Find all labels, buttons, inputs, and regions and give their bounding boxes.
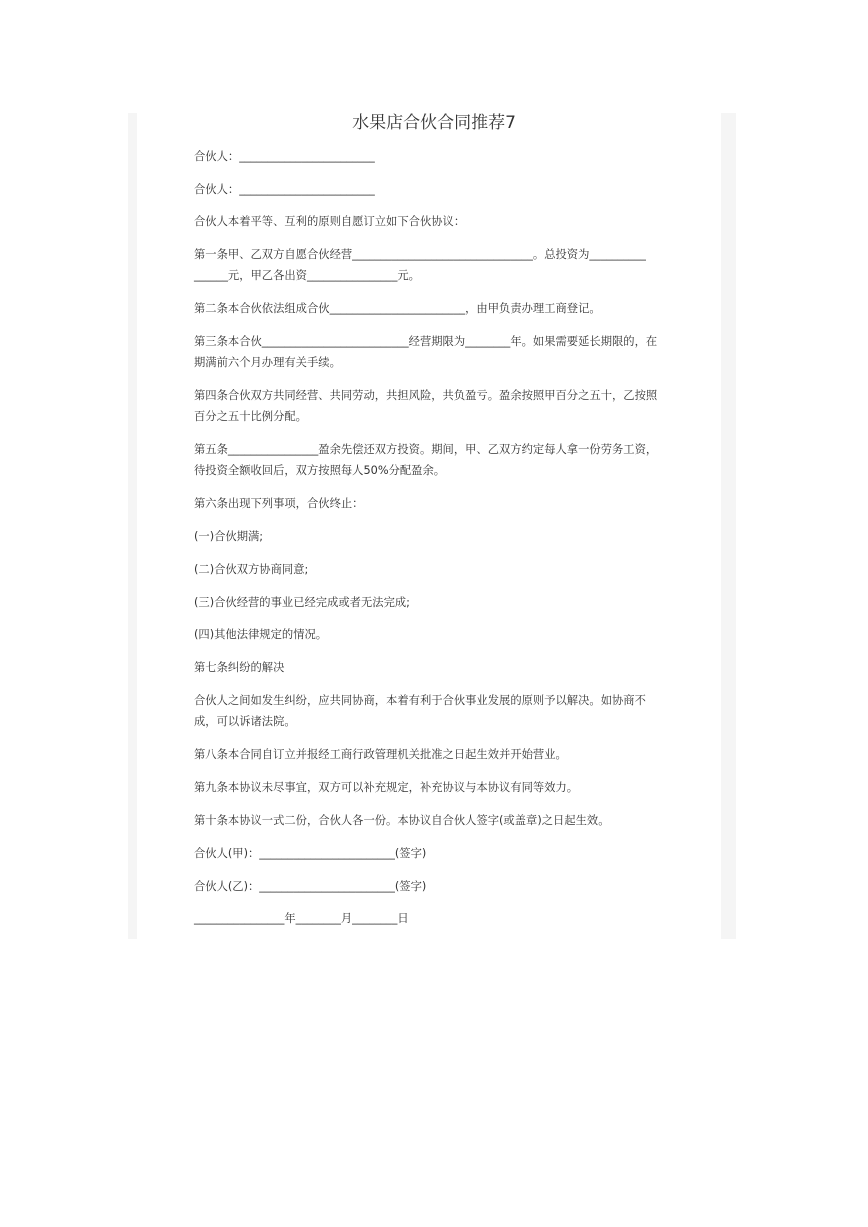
clause-2: 第二条本合伙依法组成合伙________________________，由甲负责办理工商登记。 <box>194 302 601 315</box>
signature-date: ________________年________月________日 <box>194 912 409 925</box>
page-title: 水果店合伙合同推荐7 <box>352 113 516 133</box>
clause-9: 第九条本协议未尽事宜，双方可以补充规定，补充协议与本协议有同等效力。 <box>194 781 579 794</box>
clause-6-item-4: (四)其他法律规定的情况。 <box>194 628 328 641</box>
clause-6: 第六条出现下列事项，合伙终止： <box>194 497 364 510</box>
clause-6-item-2: (二)合伙双方协商同意; <box>194 563 309 576</box>
intro-paragraph: 合伙人本着平等、互利的原则自愿订立如下合伙协议： <box>194 215 466 228</box>
partner-line-1: 合伙人：________________________ <box>194 150 375 163</box>
clause-6-item-3: (三)合伙经营的事业已经完成或者无法完成; <box>194 596 410 609</box>
clause-4: 第四条合伙双方共同经营、共同劳动，共担风险，共负盈亏。盈余按照甲百分之五十，乙按照百分之五十比例分配。 <box>194 389 658 423</box>
signature-partner-a: 合伙人(甲)：________________________(签字) <box>194 847 427 860</box>
clause-3: 第三条本合伙__________________________经营期限为________年。如果需要延长期限的，在期满前六个月办理有关手续。 <box>194 335 658 369</box>
clause-7-body: 合伙人之间如发生纠纷，应共同协商，本着有利于合伙事业发展的原则予以解决。如协商不成，可以诉诸法院。 <box>194 694 646 728</box>
partner-line-2: 合伙人：________________________ <box>194 183 375 196</box>
clause-5: 第五条________________盈余先偿还双方投资。期间，甲、乙双方约定每人拿一份劳务工资，待投资全额收回后，双方按照每人50%分配盈余。 <box>194 443 658 477</box>
clause-1: 第一条甲、乙双方自愿合伙经营________________________________。总投资为__________ ______元，甲乙各出资________________元。 <box>194 248 646 282</box>
clause-8: 第八条本合同自订立并报经工商行政管理机关批准之日起生效并开始营业。 <box>194 748 567 761</box>
clause-6-item-1: (一)合伙期满; <box>194 530 264 543</box>
signature-partner-b: 合伙人(乙)：________________________(签字) <box>194 880 427 893</box>
clause-10: 第十条本协议一式二份，合伙人各一份。本协议自合伙人签字(或盖章)之日起生效。 <box>194 814 610 827</box>
clause-7: 第七条纠纷的解决 <box>194 661 285 674</box>
